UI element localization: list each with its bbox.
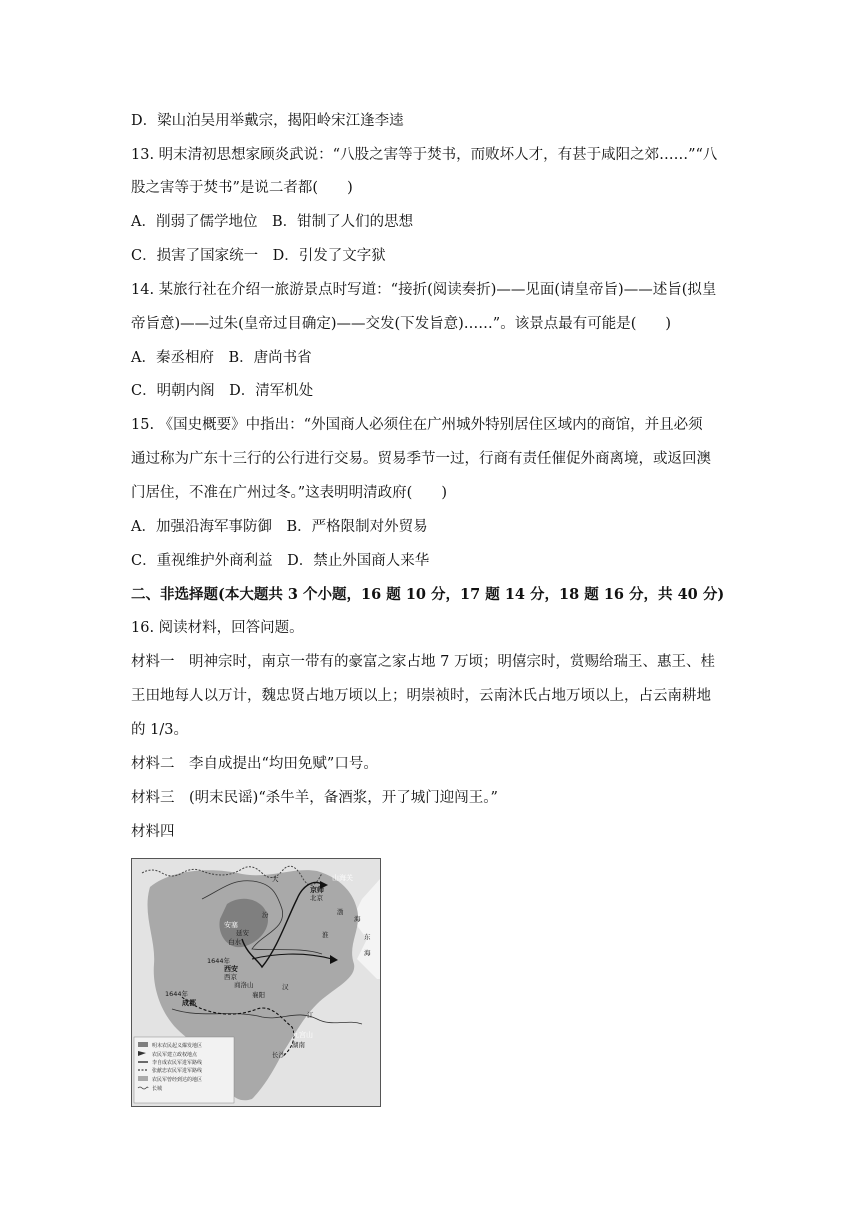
text-line-19: 的 1/3。 — [131, 722, 188, 738]
label-xiangyang: 襄阳 — [252, 991, 265, 999]
peasant-uprising-map — [131, 858, 381, 1107]
label-chengdu: 成都 — [182, 999, 196, 1007]
legend-item-1: 明末农民起义爆发地区 — [152, 1043, 203, 1049]
label-year-1644-b: 1644年 — [165, 990, 189, 998]
label-dong: 东 — [364, 933, 371, 941]
label-bo: 渤 — [337, 908, 344, 916]
text-line-1: D．梁山泊吴用举戴宗，揭阳岭宋江逢李逵 — [131, 113, 404, 129]
label-shangluo: 商洛山 — [234, 981, 254, 989]
legend-swatch-reached — [138, 1076, 148, 1081]
label-hai: 海 — [354, 915, 361, 923]
legend-item-2: 农民军建立政权地点 — [152, 1052, 198, 1058]
text-line-11: 通过称为广东十三行的公行进行交易。贸易季节一过，行商有责任催促外商离境，或返回澳 — [131, 451, 711, 467]
map-svg — [132, 859, 380, 1106]
section-heading: 二、非选择题(本大题共 3 个小题，16 题 10 分，17 题 14 分，18 题 16 分，共 40 分) — [131, 586, 725, 603]
text-line-13: A．加强沿海军事防御 B．严格限制对外贸易 — [131, 519, 428, 535]
label-han: 汉 — [282, 983, 289, 991]
text-line-22: 材料四 — [131, 824, 175, 840]
text-line-4: A．削弱了儒学地位 B．钳制了人们的思想 — [131, 214, 414, 230]
legend-item-3: 李自成农民军进军路线 — [152, 1060, 203, 1066]
text-line-3: 股之害等于焚书”是说二者都( ) — [131, 180, 353, 196]
text-line-10: 15. 《国史概要》中指出：“外国商人必须住在广州城外特别居住区域内的商馆，并且必须 — [131, 417, 703, 433]
text-line-6: 14. 某旅行社在介绍一旅游景点时写道：“接折(阅读奏折)——见面(请皇帝旨)——述旨(拟皇 — [131, 282, 717, 298]
label-hunan: 湖南 — [292, 1041, 305, 1049]
label-huai: 淮 — [322, 931, 329, 939]
label-da: 大 — [272, 875, 279, 883]
label-shanhaiguan: 山海关 — [332, 874, 353, 882]
text-line-17: 材料一 明神宗时，南京一带有的豪富之家占地 7 万顷；明僖宗时，赏赐给瑞王、惠王、桂 — [131, 654, 715, 670]
text-line-2: 13. 明末清初思想家顾炎武说：“八股之害等于焚书，而败坏人才，有甚于咸阳之郊……”“八 — [131, 147, 718, 163]
legend-item-6: 长城 — [152, 1086, 163, 1092]
text-line-9: C．明朝内阁 D．清军机处 — [131, 383, 314, 399]
text-line-14: C．重视维护外商利益 D．禁止外国商人来华 — [131, 553, 430, 569]
label-year-1644-a: 1644年 — [207, 957, 231, 965]
label-baishui: 白水 — [228, 938, 241, 946]
label-beijing: 北京 — [310, 894, 323, 902]
legend-swatch-uprising — [138, 1042, 148, 1047]
text-line-8: A．秦丞相府 B．唐尚书省 — [131, 350, 312, 366]
text-line-16: 16. 阅读材料，回答问题。 — [131, 620, 304, 636]
legend-item-4: 张献忠农民军进军路线 — [152, 1068, 203, 1074]
label-xijing: 西京 — [224, 973, 237, 981]
label-jingshi: 京师 — [310, 886, 324, 894]
text-line-20: 材料二 李自成提出“均田免赋”口号。 — [131, 756, 378, 772]
text-line-12: 门居住，不准在广州过冬。”这表明明清政府( ) — [131, 485, 447, 501]
label-ansai: 安塞 — [224, 921, 238, 929]
label-changsha: 长沙 — [272, 1051, 285, 1059]
legend-item-5: 农民军曾经到达的地区 — [152, 1077, 203, 1083]
label-fen: 汾 — [262, 911, 269, 919]
label-jiugongshan: 九宫山 — [292, 1031, 313, 1039]
text-line-7: 帝旨意)——过朱(皇帝过目确定)——交发(下发旨意)……”。该景点最有可能是( ) — [131, 316, 672, 332]
label-jiang: 江 — [307, 1011, 314, 1019]
label-yanan: 延安 — [236, 929, 249, 937]
label-xian: 西安 — [224, 965, 238, 973]
text-line-18: 王田地每人以万计，魏忠贤占地万顷以上；明崇祯时，云南沐氏占地万顷以上，占云南耕地 — [131, 688, 711, 704]
label-hai2: 海 — [364, 949, 371, 957]
text-line-5: C．损害了国家统一 D．引发了文字狱 — [131, 248, 386, 264]
text-line-21: 材料三 (明末民谣)“杀牛羊，备酒浆，开了城门迎闯王。” — [131, 790, 498, 806]
